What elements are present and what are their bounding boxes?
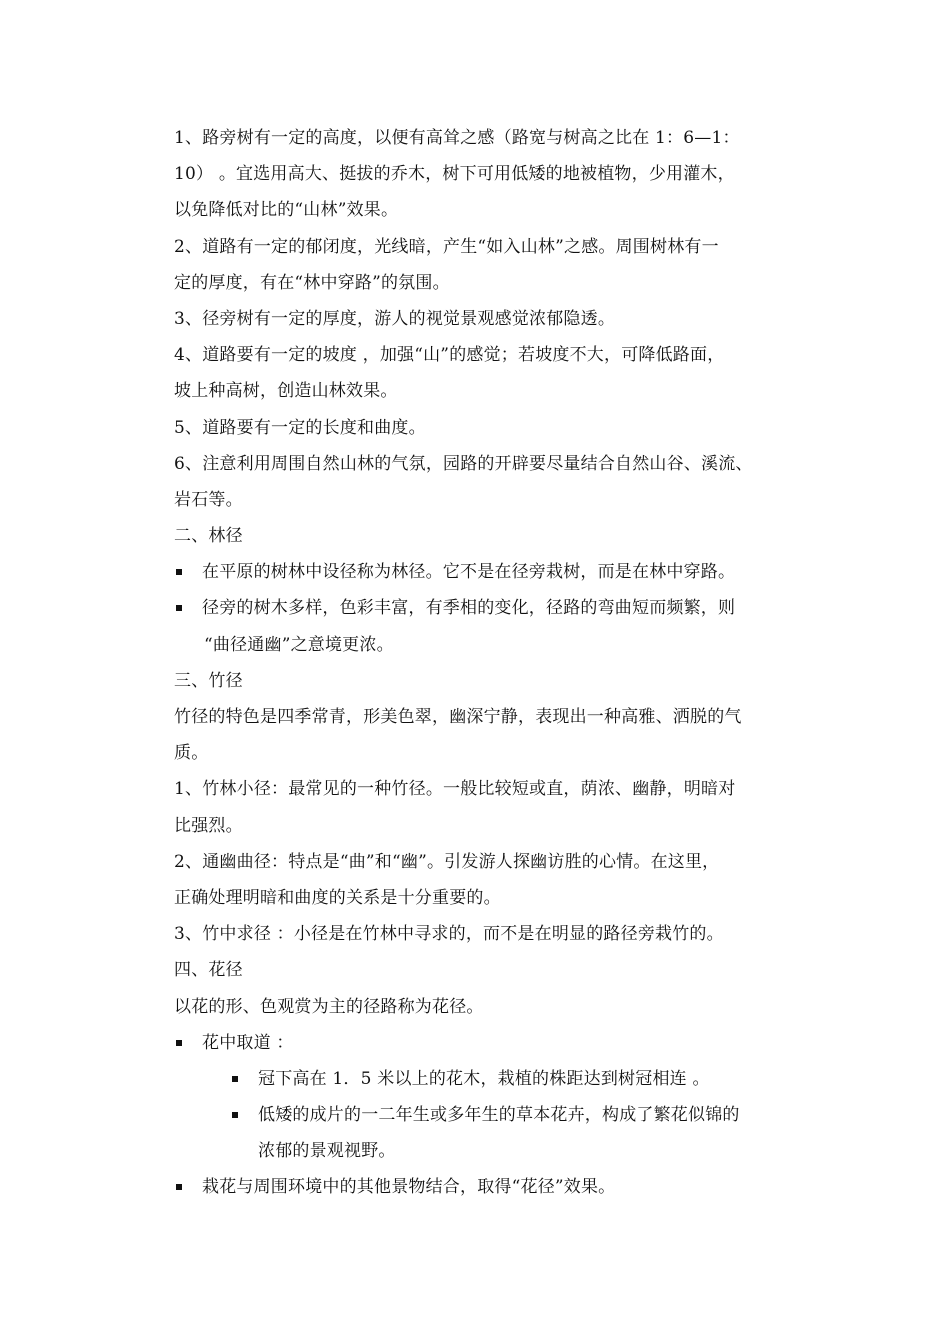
line-text: 在平原的树林中设径称为林径。它不是在径旁栽树，而是在林中穿路。 [202, 562, 736, 583]
line-text: 10） 。宜选用高大、挺拔的乔木，树下可用低矮的地被植物，少用灌木， [174, 164, 735, 185]
line-text: 5、道路要有一定的长度和曲度。 [174, 417, 426, 438]
bullet-continuation [174, 627, 824, 663]
text-line [174, 120, 824, 156]
text-line [174, 229, 824, 265]
line-text: 2、通幽曲径：特点是“曲”和“幽”。引发游人探幽访胜的心情。在这里， [174, 851, 720, 872]
line-text: 质。 [174, 743, 209, 764]
line-text: 6、注意利用周围自然山林的气氛，园路的开辟要尽量结合自然山谷、溪流、 [174, 453, 753, 474]
line-text: 定的厚度，有在“林中穿路”的氛围。 [174, 272, 450, 293]
text-line [174, 916, 824, 952]
text-line [174, 192, 824, 228]
bullet-item [174, 1097, 824, 1133]
text-line [174, 373, 824, 409]
text-line [174, 735, 824, 771]
line-text: 比强烈。 [174, 815, 243, 836]
square-bullet-icon [176, 569, 182, 575]
line-text: 冠下高在 1．5 米以上的花木，栽植的株距达到树冠相连 。 [258, 1068, 710, 1089]
line-text: 1、路旁树有一定的高度，以便有高耸之感（路宽与树高之比在 1：6—1： [174, 128, 740, 148]
line-text: 三、竹径 [174, 670, 243, 691]
line-text: 四、花径 [174, 960, 243, 981]
line-text: 2、道路有一定的郁闭度，光线暗，产生“如入山林”之感。周围树林有一 [174, 236, 719, 257]
text-line [174, 844, 824, 880]
bullet-item [174, 1025, 824, 1061]
text-line [174, 880, 824, 916]
text-line [174, 808, 824, 844]
line-text: 径旁的树木多样，色彩丰富，有季相的变化，径路的弯曲短而频繁，则 [202, 598, 736, 619]
square-bullet-icon [176, 1184, 182, 1190]
text-line [174, 699, 824, 735]
text-line [174, 410, 824, 446]
text-line [174, 663, 824, 699]
line-text: 正确处理明暗和曲度的关系是十分重要的。 [174, 887, 501, 908]
line-text: 坡上种高树，创造山林效果。 [174, 381, 398, 402]
line-text: 岩石等。 [174, 489, 243, 510]
text-line [174, 989, 824, 1025]
bullet-item [174, 1061, 824, 1097]
text-line [174, 337, 824, 373]
square-bullet-icon [232, 1076, 238, 1082]
line-text: “曲径通幽”之意境更浓。 [204, 634, 394, 655]
line-text: 栽花与周围环境中的其他景物结合，取得“花径”效果。 [202, 1177, 616, 1198]
text-line [174, 265, 824, 301]
text-line [174, 952, 824, 988]
line-text: 竹径的特色是四季常青，形美色翠，幽深宁静，表现出一种高雅、洒脱的气 [174, 707, 742, 727]
square-bullet-icon [176, 1040, 182, 1046]
line-text: 花中取道 ： [202, 1032, 294, 1053]
text-line [174, 771, 824, 807]
line-text: 3、径旁树有一定的厚度，游人的视觉景观感觉浓郁隐透。 [174, 308, 616, 329]
square-bullet-icon [176, 605, 182, 611]
text-line [174, 156, 824, 192]
line-text: 低矮的成片的一二年生或多年生的草本花卉，构成了繁花似锦的 [258, 1105, 740, 1126]
line-text: 3、竹中求径 ：小径是在竹林中寻求的，而不是在明显的路径旁栽竹的。 [174, 924, 724, 945]
text-line [174, 446, 824, 482]
document-body [174, 120, 824, 1206]
line-text: 4、道路要有一定的坡度 ，加强“山”的感觉；若坡度不大，可降低路面， [174, 345, 725, 366]
text-line [174, 518, 824, 554]
line-text: 以花的形、色观赏为主的径路称为花径。 [174, 996, 484, 1017]
line-text: 1、竹林小径：最常见的一种竹径。一般比较短或直，荫浓、幽静，明暗对 [174, 779, 736, 800]
bullet-continuation [174, 1133, 824, 1169]
line-text: 二、林径 [174, 526, 243, 547]
bullet-item [174, 554, 824, 590]
line-text: 以免降低对比的“山林”效果。 [174, 200, 399, 221]
bullet-item [174, 1169, 824, 1205]
text-line [174, 301, 824, 337]
bullet-item [174, 590, 824, 626]
text-line [174, 482, 824, 518]
square-bullet-icon [232, 1112, 238, 1118]
line-text: 浓郁的景观视野。 [258, 1141, 396, 1162]
